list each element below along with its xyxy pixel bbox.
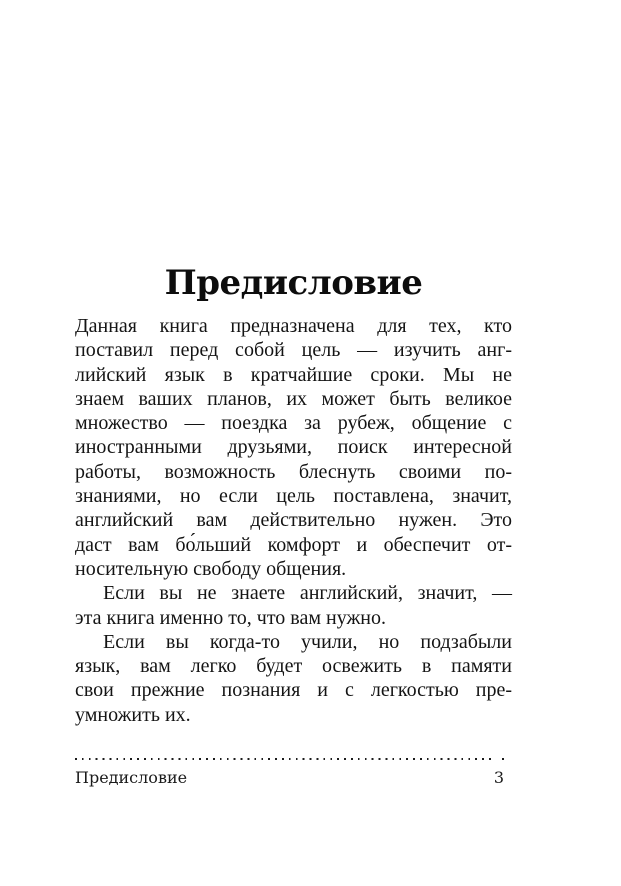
chapter-heading: Предисловие [164,262,423,303]
body-text-line: знаниями, но если цель поставлена, значит, [75,485,512,508]
footer-dotted-leader [75,758,504,760]
body-text-line: даст вам бо́льший комфорт и обеспечит от- [75,533,512,556]
body-text-line: иностранными друзьями, поиск интересной [75,436,512,459]
body-text-line: английский вам действительно нужен. Это [75,509,512,532]
footer-section-label: Предисловие [75,768,188,787]
body-text-line: носительную свободу общения. [75,557,347,580]
leader-dots [75,758,495,760]
body-text-line: знаем ваших планов, их может быть великое [75,387,512,410]
footer-page-number: 3 [493,768,504,787]
body-text-line: умножить их. [75,703,191,726]
running-footer [75,768,504,787]
leader-end-dot [502,758,504,760]
body-text-line: язык, вам легко будет освежить в памяти [75,655,512,678]
body-text-line: Если вы когда-то учили, но подзабыли [103,630,512,653]
body-text-line: Если вы не знаете английский, значит, — [103,582,512,605]
body-text-line: работы, возможность блеснуть своими по- [75,460,512,483]
body-text-line: Данная книга предназначена для тех, кто [75,315,512,337]
body-text-line: свои прежние познания и с легкостью пре- [75,679,512,702]
body-text-line: эта книга именно то, что вам нужно. [75,606,386,629]
body-text [75,314,512,727]
body-text-line: поставил перед собой цель — изучить анг- [75,339,512,362]
body-text-line: лийский язык в кратчайшие сроки. Мы не [75,363,512,386]
body-text-line: множество — поездка за рубеж, общение с [75,412,512,435]
